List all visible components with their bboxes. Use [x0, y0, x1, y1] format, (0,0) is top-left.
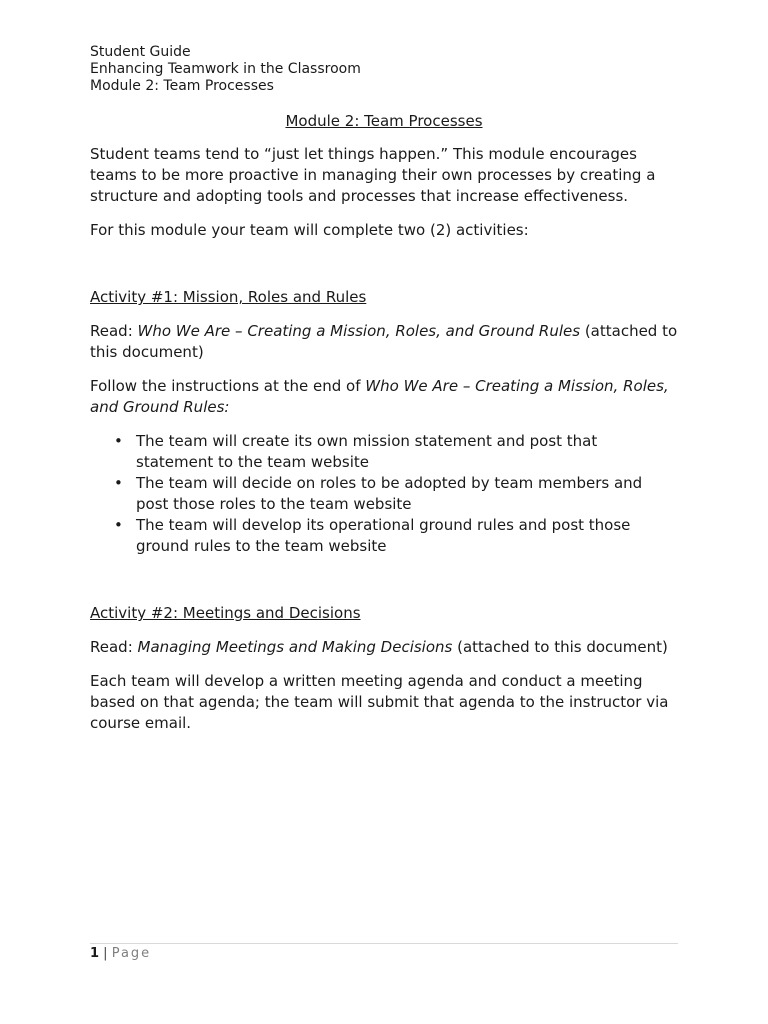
bullet-icon: •	[114, 432, 123, 450]
activity-count-paragraph: For this module your team will complete two (2) activities:	[90, 221, 529, 239]
activity1-bullet-list	[90, 431, 678, 557]
list-item-text: The team will create its own mission statement and post that statement to the team website	[136, 432, 598, 471]
activity1-read-suffix: (attached to this document)	[90, 322, 678, 361]
bullet-icon: •	[114, 516, 123, 534]
list-item	[90, 431, 678, 473]
activity2-read-title: Managing Meetings and Making Decisions	[137, 638, 453, 656]
header-module-title: Module 2: Team Processes	[90, 78, 274, 94]
activity2-read-suffix: (attached to this document)	[452, 638, 668, 656]
footer-separator: |	[99, 946, 112, 961]
activity2-read-paragraph	[90, 637, 678, 658]
page-number: 1	[90, 946, 100, 961]
activity1-read-title: Who We Are – Creating a Mission, Roles, and Ground Rules	[137, 322, 581, 340]
activity2-body-paragraph: Each team will develop a written meeting agenda and conduct a meeting based on that agenda; the team will submit that agenda to the instructor via course email.	[90, 672, 669, 732]
list-item	[90, 473, 678, 515]
activity1-heading: Activity #1: Mission, Roles and Rules	[90, 288, 367, 306]
activity1-read-paragraph	[90, 321, 678, 363]
list-item	[90, 515, 678, 557]
document-page	[90, 44, 678, 734]
activity1-read-prefix: Read:	[90, 322, 138, 340]
activity2-heading: Activity #2: Meetings and Decisions	[90, 604, 361, 622]
header-course-title: Enhancing Teamwork in the Classroom	[90, 61, 361, 77]
list-item-text: The team will decide on roles to be adopted by team members and post those roles to the team website	[136, 474, 643, 513]
activity2-read-prefix: Read:	[90, 638, 138, 656]
activity1-follow-title: Who We Are – Creating a Mission, Roles, and Ground Rules:	[90, 377, 669, 416]
activity1-follow-prefix: Follow the instructions at the end of	[90, 377, 366, 395]
intro-paragraph: Student teams tend to “just let things happen.” This module encourages teams to be more proactive in managing their own processes by creating a structure and adopting tools and processes that increase effectiveness.	[90, 145, 656, 205]
page-title: Module 2: Team Processes	[285, 112, 483, 130]
list-item-text: The team will develop its operational ground rules and post those ground rules to the team website	[136, 516, 631, 555]
activity1-follow-paragraph	[90, 376, 678, 418]
footer-divider	[90, 943, 678, 944]
header-guide-title: Student Guide	[90, 44, 191, 60]
page-footer	[90, 946, 151, 962]
page-label: Page	[111, 946, 152, 961]
bullet-icon: •	[114, 474, 123, 492]
